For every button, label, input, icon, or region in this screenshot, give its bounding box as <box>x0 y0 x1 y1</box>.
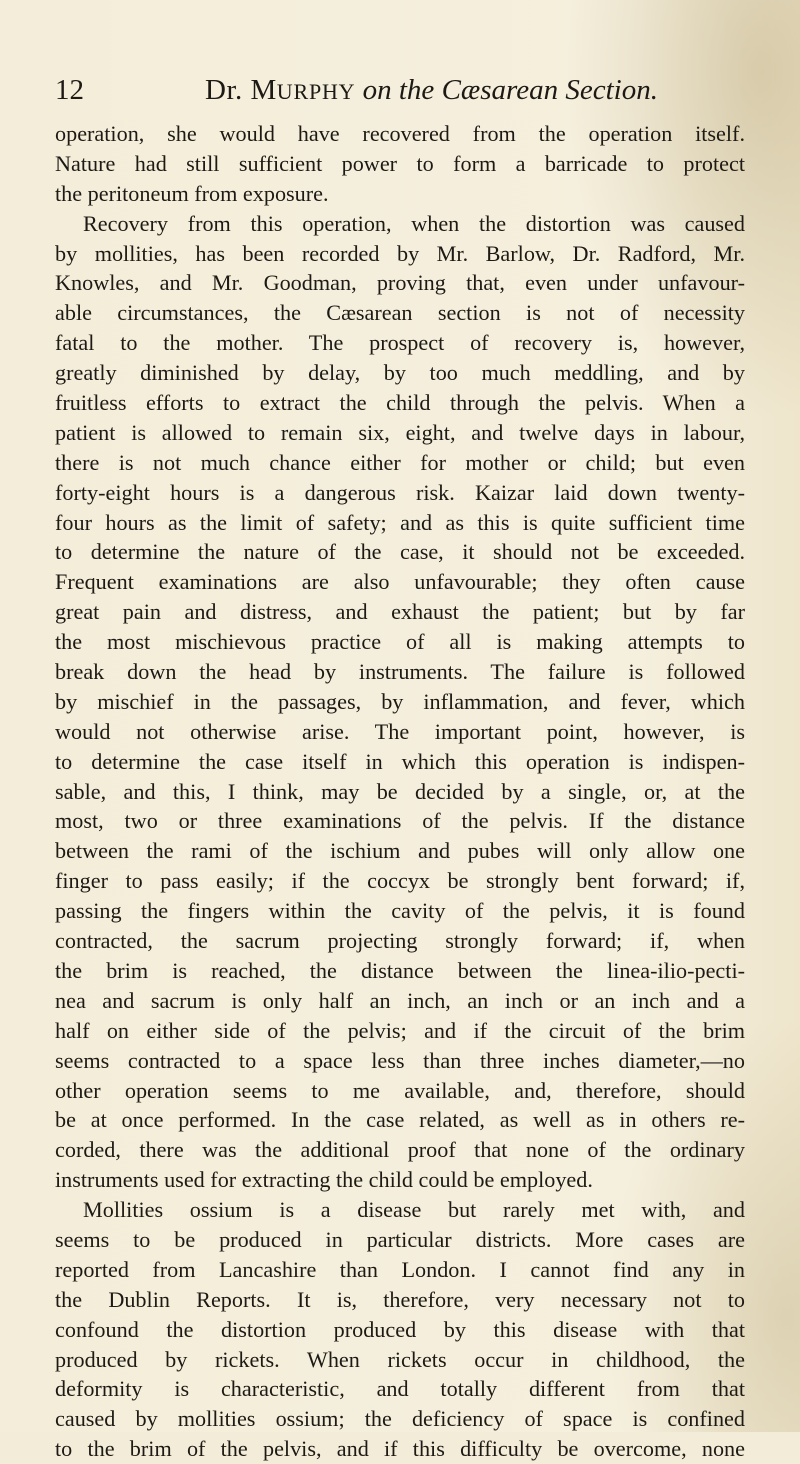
text-line: four hours as the limit of safety; and as this is quite sufficient time <box>55 509 745 535</box>
text-line: to determine the case itself in which this operation is indispen- <box>55 748 745 774</box>
text-line: reported from Lancashire than London. I cannot find any in <box>55 1256 745 1282</box>
title-italic: Cæsarean Section. <box>441 74 658 106</box>
text-line: caused by mollities ossium; the deficiency of space is confined <box>55 1406 745 1432</box>
text-line: Mollities ossium is a disease but rarely met with, and <box>83 1197 745 1223</box>
running-title <box>205 70 658 112</box>
text-line: passing the fingers within the cavity of the pelvis, it is found <box>55 898 745 924</box>
text-line: there is not much chance either for mother or child; but even <box>55 449 745 475</box>
text-line: the most mischievous practice of all is making attempts to <box>55 629 745 655</box>
text-line: confound the distortion produced by this disease with that <box>55 1316 745 1342</box>
text-line: between the rami of the ischium and pubes will only allow one <box>55 838 745 864</box>
text-line: the Dublin Reports. It is, therefore, very necessary not to <box>55 1286 745 1312</box>
text-line: to determine the nature of the case, it should not be exceeded. <box>55 539 745 565</box>
text-line: Knowles, and Mr. Goodman, proving that, even under unfavour- <box>55 270 745 296</box>
text-line: Nature had still sufficient power to form a barricade to protect <box>55 150 745 176</box>
text-line: Recovery from this operation, when the distortion was caused <box>83 210 745 236</box>
text-line: produced by rickets. When rickets occur in childhood, the <box>55 1346 745 1372</box>
text-line: the peritoneum from exposure. <box>55 180 329 206</box>
text-line: be at once performed. In the case related, as well as in others re- <box>55 1107 745 1133</box>
text-line: seems to be produced in particular districts. More cases are <box>55 1226 745 1252</box>
text-line: greatly diminished by delay, by too much meddling, and by <box>55 360 745 386</box>
text-line: forty-eight hours is a dangerous risk. Kaizar laid down twenty- <box>55 479 745 505</box>
text-line: half on either side of the pelvis; and if the circuit of the brim <box>55 1017 745 1043</box>
body-text <box>55 119 745 1464</box>
text-line: fruitless efforts to extract the child through the pelvis. When a <box>55 390 745 416</box>
text-line: to the brim of the pelvis, and if this difficulty be overcome, none <box>55 1436 745 1462</box>
text-line: corded, there was the additional proof that none of the ordinary <box>55 1137 745 1163</box>
text-line: Frequent examinations are also unfavourable; they often cause <box>55 569 745 595</box>
text-line: instruments used for extracting the child could be employed. <box>55 1167 593 1193</box>
text-line: other operation seems to me available, and, therefore, should <box>55 1077 745 1103</box>
text-line: fatal to the mother. The prospect of recovery is, however, <box>55 330 745 356</box>
page-number: 12 <box>55 74 84 106</box>
text-line: deformity is characteristic, and totally different from that <box>55 1376 745 1402</box>
text-line: sable, and this, I think, may be decided by a single, or, at the <box>55 778 745 804</box>
text-line: finger to pass easily; if the coccyx be strongly bent forward; if, <box>55 868 745 894</box>
text-line: would not otherwise arise. The important point, however, is <box>55 718 745 744</box>
author-small-caps: URPHY <box>276 79 356 104</box>
text-line: by mischief in the passages, by inflammation, and fever, which <box>55 688 745 714</box>
text-line: break down the head by instruments. The failure is followed <box>55 659 745 685</box>
text-line: able circumstances, the Cæsarean section is not of necessity <box>55 300 745 326</box>
text-line: operation, she would have recovered from the operation itself. <box>55 121 745 146</box>
on-text: on the <box>362 74 435 106</box>
text-line: nea and sacrum is only half an inch, an inch or an inch and a <box>55 987 745 1013</box>
text-line: the brim is reached, the distance between the linea-ilio-pecti- <box>55 957 745 983</box>
author-prefix: Dr. M <box>205 74 277 106</box>
text-line: great pain and distress, and exhaust the patient; but by far <box>55 599 745 625</box>
text-line: by mollities, has been recorded by Mr. Barlow, Dr. Radford, Mr. <box>55 240 745 266</box>
text-line: most, two or three examinations of the pelvis. If the distance <box>55 808 745 834</box>
text-line: seems contracted to a space less than three inches diameter,—no <box>55 1047 745 1073</box>
text-line: contracted, the sacrum projecting strongly forward; if, when <box>55 928 745 954</box>
text-line: patient is allowed to remain six, eight, and twelve days in labour, <box>55 419 745 445</box>
running-head <box>55 70 745 110</box>
